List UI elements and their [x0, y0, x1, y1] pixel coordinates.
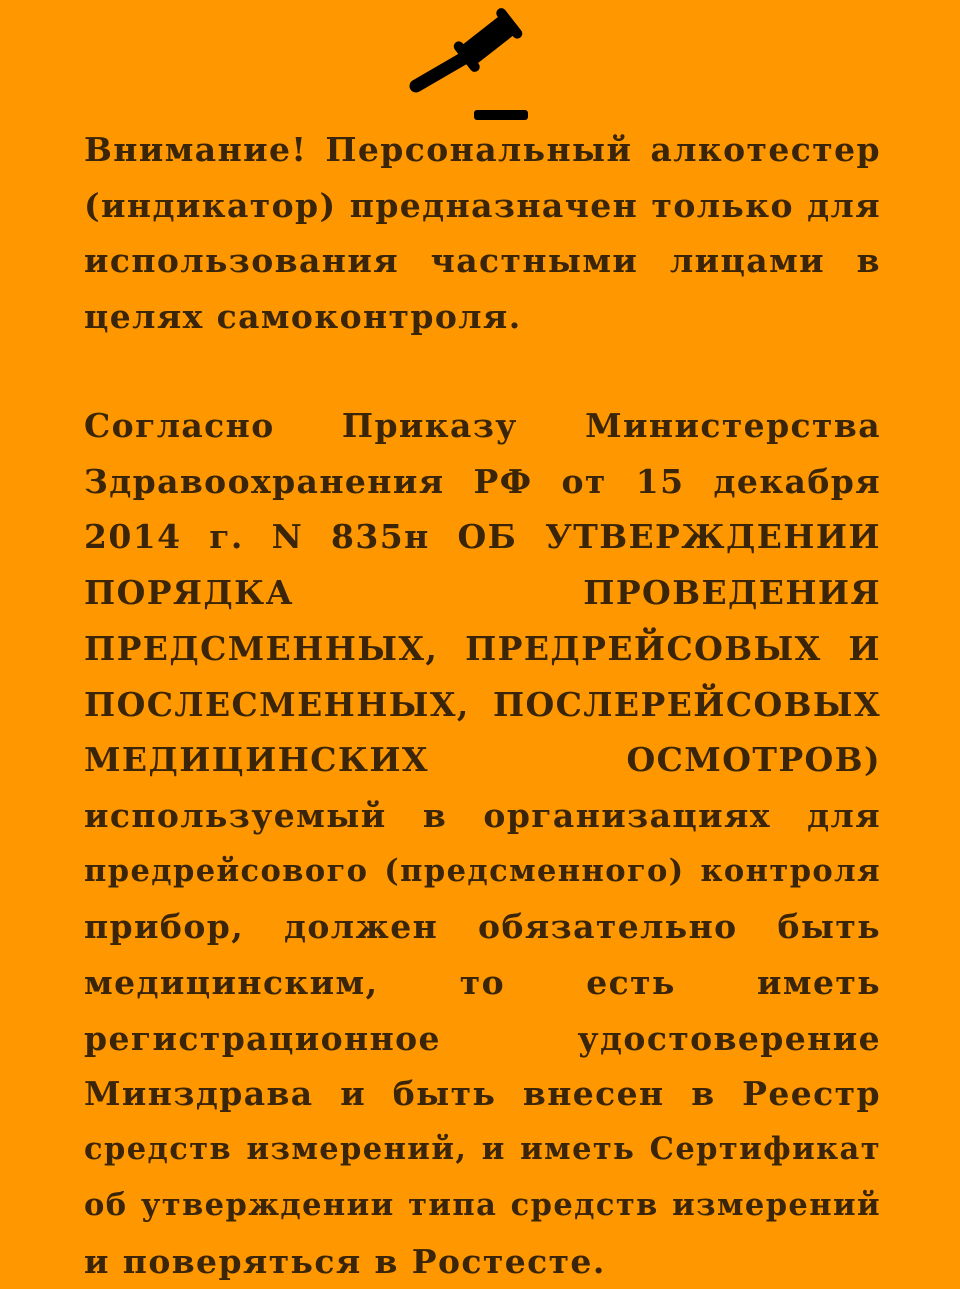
text-line: Минздрава и быть внесен в Реестр	[84, 1074, 881, 1114]
text-line: (индикатор) предназначен только для	[84, 185, 881, 225]
text-line: используемый в организациях для	[84, 795, 881, 835]
text-line: и поверяться в Ростесте.	[84, 1241, 606, 1281]
notice-paragraph-regulation	[84, 398, 881, 1289]
text-line: предрейсового (предсменного) контроля	[84, 852, 881, 889]
text-line: использования частными лицами в	[84, 241, 881, 281]
text-line: регистрационное удостоверение	[84, 1018, 881, 1058]
text-line: Согласно Приказу Министерства	[84, 406, 881, 445]
text-line: Здравоохранения РФ от 15 декабря	[84, 461, 881, 501]
text-line: МЕДИЦИНСКИХ ОСМОТРОВ)	[84, 740, 881, 780]
text-line: целях самоконтроля.	[84, 297, 522, 337]
gavel-icon	[406, 0, 538, 124]
text-line: ПРЕДСМЕННЫХ, ПРЕДРЕЙСОВЫХ И	[84, 628, 881, 668]
text-line: медицинским, то есть иметь	[84, 963, 881, 1003]
text-line: ПОСЛЕСМЕННЫХ, ПОСЛЕРЕЙСОВЫХ	[84, 684, 881, 724]
text-line: Внимание! Персональный алкотестер	[84, 130, 881, 169]
text-line: средств измерений, и иметь Сертификат	[84, 1131, 881, 1168]
text-line: прибор, должен обязательно быть	[84, 907, 881, 947]
text-line: ПОРЯДКА ПРОВЕДЕНИЯ	[84, 573, 881, 613]
text-line: об утверждении типа средств измерений	[84, 1186, 881, 1223]
text-line: 2014 г. N 835н ОБ УТВЕРЖДЕНИИ	[84, 517, 881, 557]
notice-paragraph-warning	[84, 122, 881, 345]
